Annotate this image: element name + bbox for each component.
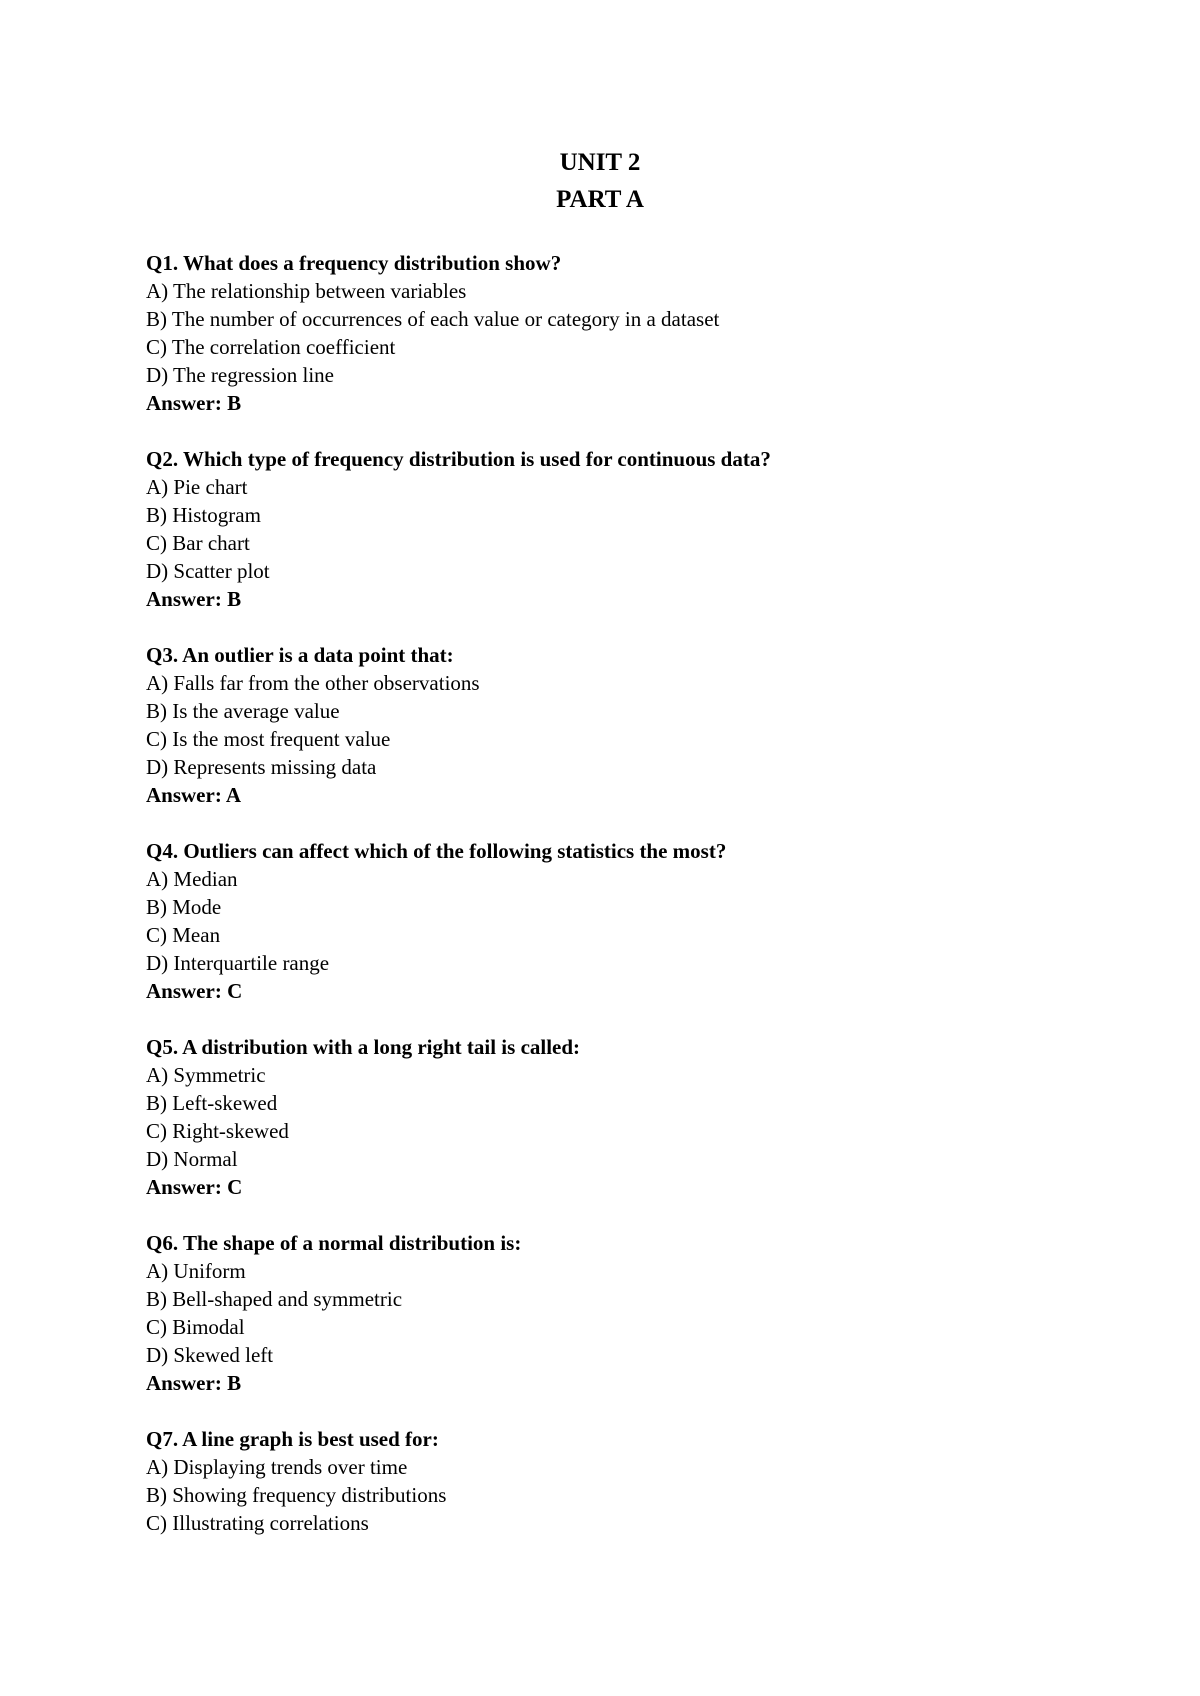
answer-line: Answer: B <box>146 1371 242 1395</box>
question-block-q4 <box>146 837 1106 1005</box>
question-text: Q6. The shape of a normal distribution is: <box>146 1231 522 1255</box>
option-d: D) Interquartile range <box>146 951 330 975</box>
option-d: D) Skewed left <box>146 1343 274 1367</box>
answer-line: Answer: B <box>146 587 242 611</box>
answer-line: Answer: C <box>146 979 243 1003</box>
answer-line: Answer: C <box>146 1175 243 1199</box>
option-b: B) Is the average value <box>146 699 340 723</box>
question-block-q5 <box>146 1033 1106 1201</box>
option-c: C) Bimodal <box>146 1315 245 1339</box>
question-text: Q5. A distribution with a long right tail is called: <box>146 1035 581 1059</box>
question-text: Q4. Outliers can affect which of the following statistics the most? <box>146 839 727 863</box>
unit-heading: UNIT 2 <box>559 149 641 176</box>
option-a: A) Symmetric <box>146 1063 266 1087</box>
option-c: C) Mean <box>146 923 221 947</box>
option-b: B) Showing frequency distributions <box>146 1483 447 1507</box>
option-d: D) The regression line <box>146 363 334 387</box>
question-block-q1 <box>146 249 1106 417</box>
question-text: Q2. Which type of frequency distribution is used for continuous data? <box>146 447 771 471</box>
option-a: A) Displaying trends over time <box>146 1455 408 1479</box>
question-block-q2 <box>146 445 1106 613</box>
option-a: A) The relationship between variables <box>146 279 467 303</box>
option-c: C) The correlation coefficient <box>146 335 396 359</box>
option-c: C) Bar chart <box>146 531 250 555</box>
answer-line: Answer: A <box>146 783 242 807</box>
option-b: B) Bell-shaped and symmetric <box>146 1287 403 1311</box>
option-a: A) Uniform <box>146 1259 246 1283</box>
option-c: C) Illustrating correlations <box>146 1511 369 1535</box>
question-block-q3 <box>146 641 1106 809</box>
question-text: Q7. A line graph is best used for: <box>146 1427 439 1451</box>
option-d: D) Scatter plot <box>146 559 270 583</box>
option-a: A) Pie chart <box>146 475 248 499</box>
option-a: A) Median <box>146 867 238 891</box>
question-block-q7 <box>146 1425 1106 1537</box>
option-b: B) Left-skewed <box>146 1091 278 1115</box>
part-heading: PART A <box>556 186 644 213</box>
answer-line: Answer: B <box>146 391 242 415</box>
option-a: A) Falls far from the other observations <box>146 671 480 695</box>
option-c: C) Right-skewed <box>146 1119 289 1143</box>
option-b: B) Histogram <box>146 503 261 527</box>
option-d: D) Represents missing data <box>146 755 377 779</box>
option-d: D) Normal <box>146 1147 238 1171</box>
option-c: C) Is the most frequent value <box>146 727 391 751</box>
question-text: Q1. What does a frequency distribution show? <box>146 251 562 275</box>
option-b: B) The number of occurrences of each value or category in a dataset <box>146 307 720 331</box>
option-b: B) Mode <box>146 895 222 919</box>
question-block-q6 <box>146 1229 1106 1397</box>
question-text: Q3. An outlier is a data point that: <box>146 643 454 667</box>
